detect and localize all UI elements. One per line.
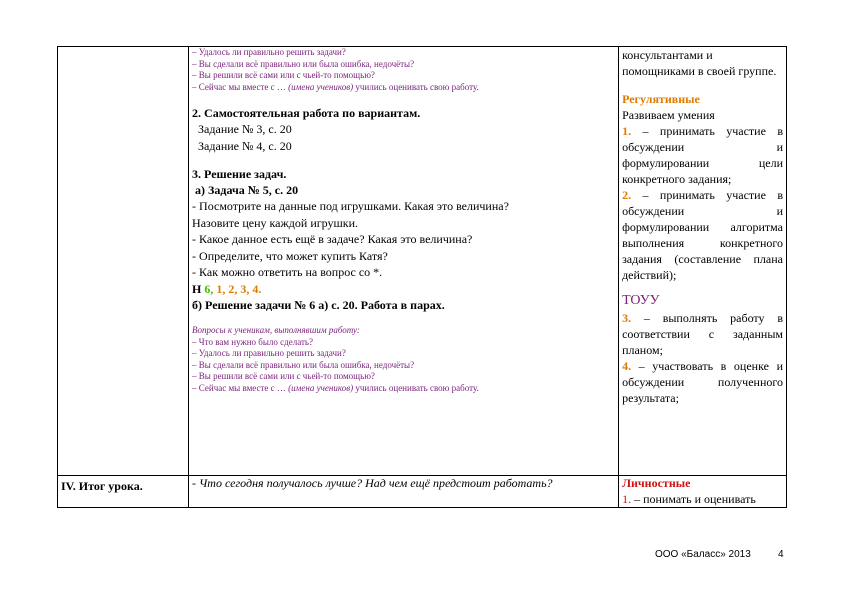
skill-text: – участвовать в оценке и обсуждении полученного результата; (622, 359, 783, 405)
question-line: – Вы решили всё сами или с чьей-то помощью? (192, 70, 375, 80)
skill-item (622, 358, 783, 406)
table-row (58, 47, 787, 476)
summary-skills-cell (619, 476, 787, 508)
personal-heading: Личностные (622, 476, 691, 490)
skill-item (622, 491, 783, 507)
task-b-heading: б) Решение задачи № 6 а) с. 20. Работа в парах. (192, 298, 445, 312)
question-suffix: учились оценивать свою работу. (353, 382, 479, 393)
skill-number: 4. (622, 359, 632, 373)
answer-prefix: Н (192, 281, 205, 296)
touu-heading: ТОУУ (622, 293, 660, 308)
skill-text: – понимать и оценивать (631, 492, 756, 506)
skill-number: 1. (622, 124, 632, 138)
question-line: – Удалось ли правильно решить задачи? (192, 47, 346, 57)
question-line: – Вы сделали всё правильно или была ошибка, недочёты? (192, 359, 415, 370)
footer-organization: ООО «Баласс» 2013 (655, 549, 751, 560)
regulative-heading: Регулятивные (622, 92, 700, 106)
questions-top (192, 47, 615, 93)
questions-intro: Вопросы к ученикам, выполнявшим работу: (192, 325, 360, 335)
task-line: Назовите цену каждой игрушки. (192, 215, 359, 230)
task-line: - Как можно ответить на вопрос со *. (192, 265, 383, 279)
summary-question: - Что сегодня получалось лучше? Над чем ещё предстоит работать? (192, 476, 553, 490)
skill-number: 2. (622, 188, 632, 202)
question-names: (имена учеников) (288, 382, 354, 393)
task-item: Задание № 3, с. 20 (198, 122, 292, 136)
page-number: 4 (778, 549, 784, 560)
skill-text: – принимать участие в обсуждении и формулировании алгоритма выполнения конкретного задания (составление плана действий); (622, 188, 783, 282)
lesson-plan-table (57, 46, 787, 508)
task-line: - Определите, что может купить Катя? (192, 248, 388, 263)
section2-heading: 2. Самостоятельная работа по вариантам. (192, 106, 421, 120)
task-line: - Какое данное есть ещё в задаче? Какая это величина? (192, 232, 473, 246)
question-line (192, 82, 615, 94)
skill-number: 1. (622, 492, 632, 506)
skill-item (622, 123, 783, 187)
task-line: - Посмотрите на данные под игрушками. Какая это величина? (192, 199, 509, 213)
question-suffix: учились оценивать свою работу. (353, 81, 479, 92)
summary-activity-cell (189, 476, 619, 508)
questions-bottom (192, 325, 615, 394)
question-prefix: – Сейчас мы вместе с … (192, 382, 289, 393)
skill-item (622, 187, 783, 283)
question-line: – Вы сделали всё правильно или была ошибка, недочёты? (192, 58, 415, 69)
stage-title: IV. Итог урока. (61, 479, 143, 493)
question-line (192, 383, 615, 395)
answer-orange: 1, 2, 3, 4. (216, 281, 262, 296)
skills-cell (619, 47, 787, 476)
answer-green: 6, (204, 281, 214, 296)
stage-cell-empty (58, 47, 189, 476)
question-line: – Удалось ли правильно решить задачи? (192, 348, 346, 358)
task-item: Задание № 4, с. 20 (198, 138, 292, 153)
question-line: – Вы решили всё сами или с чьей-то помощью? (192, 371, 375, 381)
skill-number: 3. (622, 311, 632, 325)
question-names: (имена учеников) (288, 81, 354, 92)
section3-heading: 3. Решение задач. (192, 167, 287, 181)
stage-cell (58, 476, 189, 508)
skill-text: – принимать участие в обсуждении и формулировании цели конкретного задания; (622, 124, 783, 186)
skill-item (622, 310, 783, 358)
activity-cell (189, 47, 619, 476)
skill-text: – выполнять работу в соответствии с заданным планом; (622, 311, 783, 357)
answer-line (192, 281, 615, 298)
question-prefix: – Сейчас мы вместе с … (192, 81, 289, 92)
question-line: – Что вам нужно было сделать? (192, 336, 313, 347)
skills-continued-text: консультантами и помощниками в своей группе. (622, 48, 777, 78)
task-a-heading: а) Задача № 5, с. 20 (195, 183, 299, 197)
table-row (58, 476, 787, 508)
regulative-subheading: Развиваем умения (622, 108, 715, 122)
